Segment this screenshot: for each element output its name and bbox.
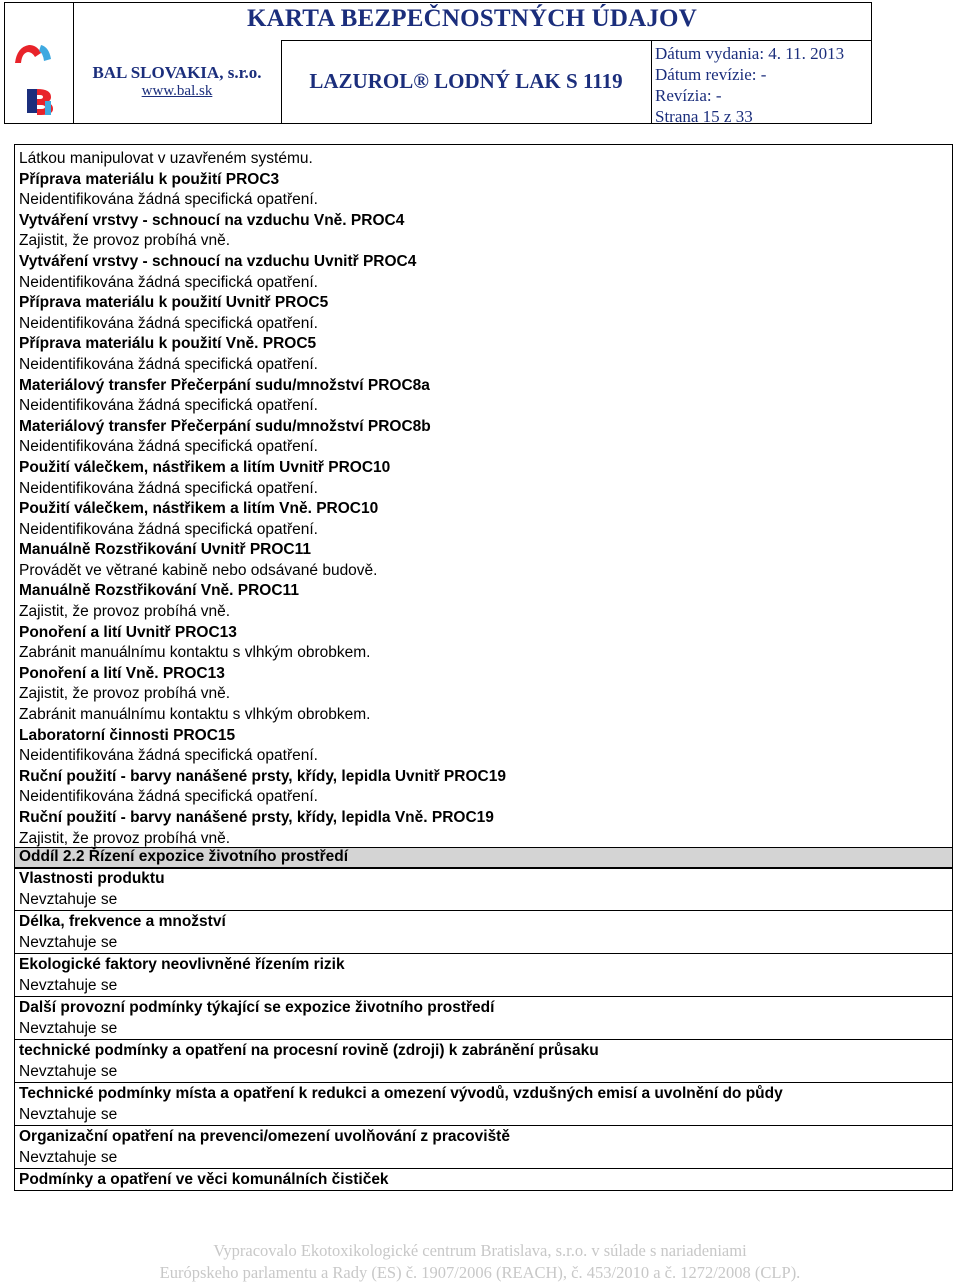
list-item: Neidentifikována žádná specifická opatření. xyxy=(19,788,318,806)
section-item xyxy=(15,1125,952,1168)
footer-line: Vypracovalo Ekotoxikologické centrum Bratislava, s.r.o. v súlade s nariadeniami xyxy=(213,1241,747,1260)
list-item: Neidentifikována žádná specifická opatření. xyxy=(19,747,318,765)
list-item: Neidentifikována žádná specifická opatření. xyxy=(19,520,318,538)
company-website-link[interactable]: www.bal.sk xyxy=(141,83,213,99)
content-box xyxy=(14,144,953,1191)
list-item: Zajistit, že provoz probíhá vně. xyxy=(19,603,231,621)
list-item: Ponoření a lití Vně. PROC13 xyxy=(19,664,225,682)
list-item: Neidentifikována žádná specifická opatření. xyxy=(19,273,318,291)
section-item-value: Nevztahuje se xyxy=(19,977,118,994)
section-item xyxy=(15,1168,952,1190)
bal-logo xyxy=(5,3,73,123)
section-item-value: Nevztahuje se xyxy=(19,1020,118,1037)
list-item: Příprava materiálu k použití PROC3 xyxy=(19,170,280,188)
list-item: Vytváření vrstvy - schnoucí na vzduchu Uvnitř PROC4 xyxy=(19,252,417,270)
list-item: Použití válečkem, nástřikem a litím Uvnitř PROC10 xyxy=(19,458,391,476)
section-item-value: Nevztahuje se xyxy=(19,1106,118,1123)
page-footer xyxy=(0,1240,960,1284)
list-item: Provádět ve větrané kabině nebo odsávané budově. xyxy=(19,561,378,579)
document-meta xyxy=(655,43,844,127)
section-item-value: Nevztahuje se xyxy=(19,934,118,951)
list-item: Neidentifikována žádná specifická opatření. xyxy=(19,397,318,415)
list-item: Zajistit, že provoz probíhá vně. xyxy=(19,685,231,703)
list-item: Vytváření vrstvy - schnoucí na vzduchu Vně. PROC4 xyxy=(19,211,405,229)
product-name: LAZUROL® LODNÝ LAK S 1119 xyxy=(309,69,623,93)
issue-date: Dátum vydania: 4. 11. 2013 xyxy=(655,44,845,63)
section-item-value: Nevztahuje se xyxy=(19,891,118,908)
section-item xyxy=(15,953,952,996)
revision-number: Revízia: - xyxy=(655,86,722,105)
section-item-label: Vlastnosti produktu xyxy=(19,870,165,887)
revision-date: Dátum revízie: - xyxy=(655,65,767,84)
section-item-label: Organizační opatření na prevenci/omezení uvolňování z pracoviště xyxy=(19,1128,510,1145)
section-item-label: Délka, frekvence a množství xyxy=(19,913,226,930)
section-item-label: Ekologické faktory neovlivněné řízením rizik xyxy=(19,956,345,973)
company-name: BAL SLOVAKIA, s.r.o. xyxy=(92,63,262,82)
list-item: Manuálně Rozstřikování Uvnitř PROC11 xyxy=(19,541,311,559)
list-item: Manuálně Rozstřikování Vně. PROC11 xyxy=(19,582,299,600)
footer-line: Európskeho parlamentu a Rady (ES) č. 1907/2006 (REACH), č. 453/2010 a č. 1272/2008 (CLP). xyxy=(159,1263,801,1282)
page-number: Strana 15 z 33 xyxy=(655,107,753,126)
section-item-label: Podmínky a opatření ve věci komunálních čističek xyxy=(19,1171,389,1188)
list-item: Materiálový transfer Přečerpání sudu/množství PROC8b xyxy=(19,417,431,435)
section-item-label: technické podmínky a opatření na procesní rovině (zdroji) k zabránění průsaku xyxy=(19,1042,599,1059)
list-item: Použití válečkem, nástřikem a litím Vně. PROC10 xyxy=(19,500,379,518)
list-item: Neidentifikována žádná specifická opatření. xyxy=(19,314,318,332)
list-item: Neidentifikována žádná specifická opatření. xyxy=(19,438,318,456)
list-item: Materiálový transfer Přečerpání sudu/množství PROC8a xyxy=(19,376,430,394)
list-item: Zabránit manuálnímu kontaktu s vlhkým obrobkem. xyxy=(19,644,371,662)
section-item-label: Technické podmínky místa a opatření k redukci a omezení vývodů, vzdušných emisí a uvolnění do půdy xyxy=(19,1085,783,1102)
list-item: Látkou manipulovat v uzavřeném systému. xyxy=(19,150,313,167)
section-item-value: Nevztahuje se xyxy=(19,1149,118,1166)
list-item: Zajistit, že provoz probíhá vně. xyxy=(19,232,231,250)
list-item: Ruční použití - barvy nanášené prsty, křídy, lepidla Uvnitř PROC19 xyxy=(19,767,506,785)
list-item: Ponoření a lití Uvnitř PROC13 xyxy=(19,623,237,641)
section-item xyxy=(15,1082,952,1125)
section-item-label: Další provozní podmínky týkající se expozice životního prostředí xyxy=(19,999,495,1016)
list-item: Laboratorní činnosti PROC15 xyxy=(19,726,236,744)
document-header xyxy=(4,2,872,124)
section-item xyxy=(15,996,952,1039)
section-item xyxy=(15,1039,952,1082)
list-item: Neidentifikována žádná specifická opatření. xyxy=(19,191,318,209)
list-item: Zajistit, že provoz probíhá vně. xyxy=(19,829,231,847)
list-item: Zabránit manuálnímu kontaktu s vlhkým obrobkem. xyxy=(19,706,371,724)
document-title: KARTA BEZPEČNOSTNÝCH ÚDAJOV xyxy=(247,5,697,32)
section-item-value: Nevztahuje se xyxy=(19,1063,118,1080)
list-item: Neidentifikována žádná specifická opatření. xyxy=(19,355,318,373)
section-item xyxy=(15,867,952,910)
list-item: Příprava materiálu k použití Uvnitř PROC5 xyxy=(19,294,329,312)
list-item: Neidentifikována žádná specifická opatření. xyxy=(19,479,318,497)
list-item: Příprava materiálu k použití Vně. PROC5 xyxy=(19,335,317,353)
section-title: Oddíl 2.2 Řízení expozice životního prostředí xyxy=(19,848,348,865)
section-item xyxy=(15,910,952,953)
exposure-control-list xyxy=(19,149,948,849)
list-item: Ruční použití - barvy nanášené prsty, křídy, lepidla Vně. PROC19 xyxy=(19,809,494,826)
